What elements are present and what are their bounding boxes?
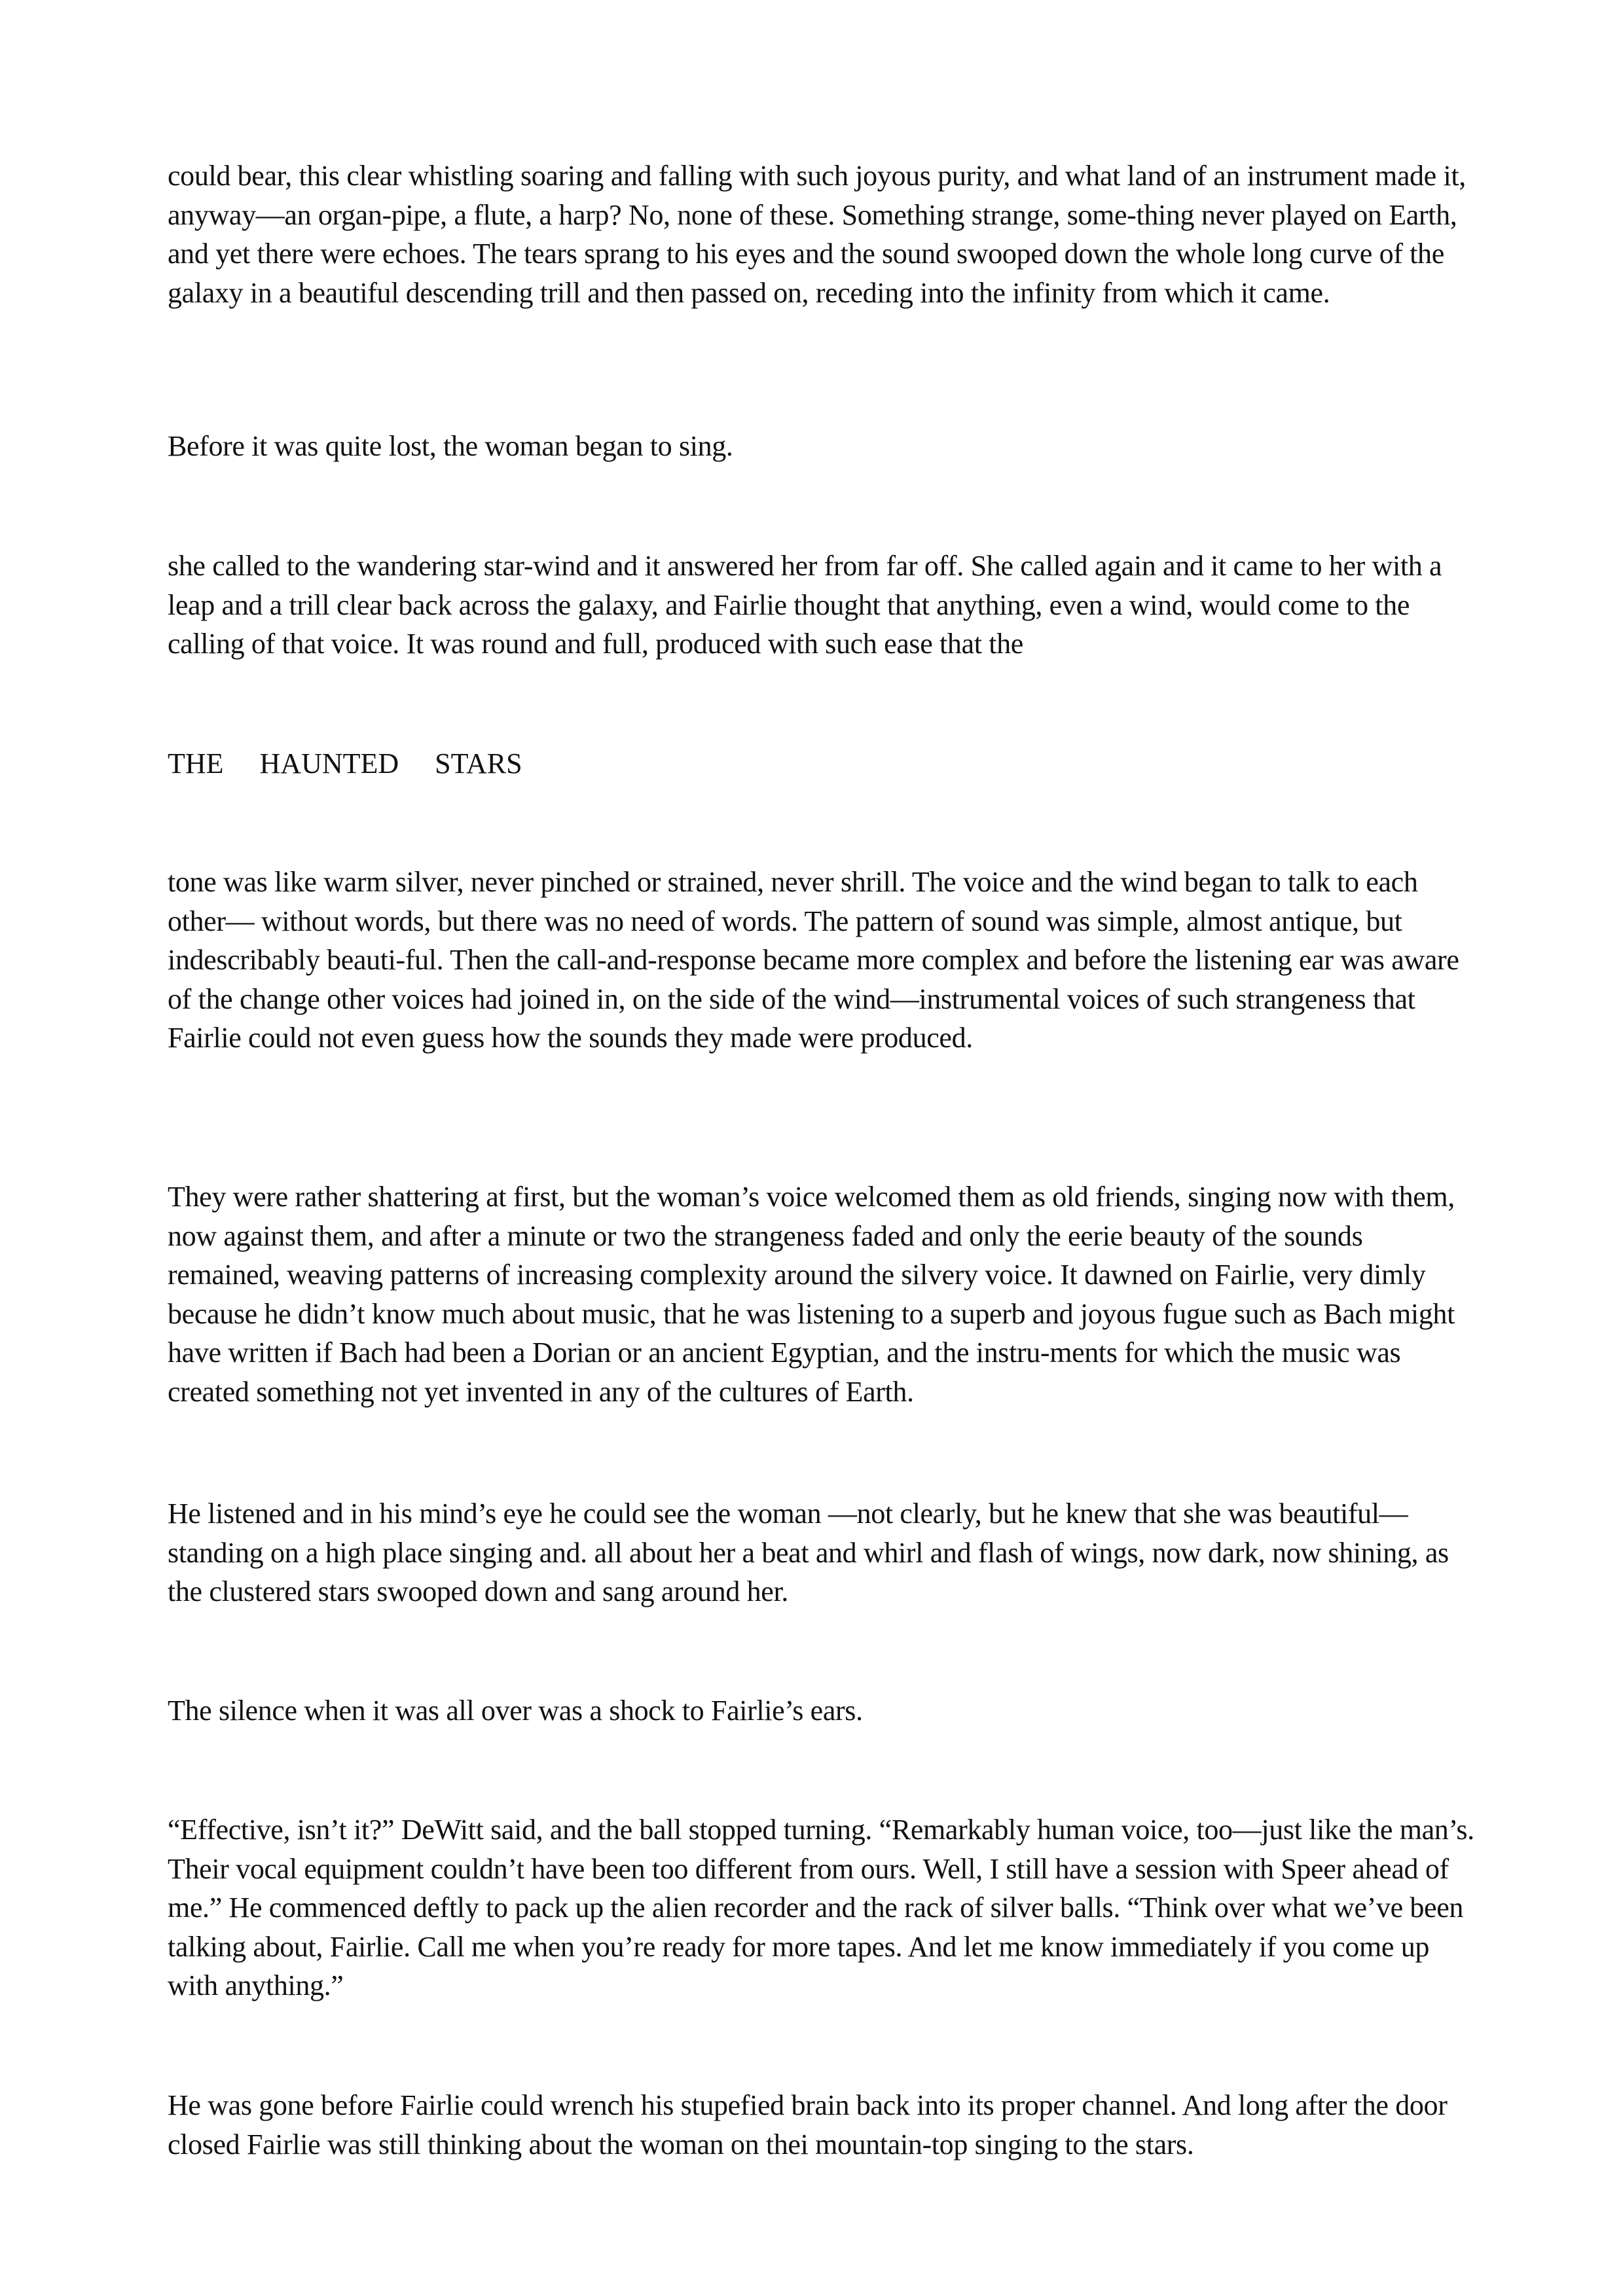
document-page bbox=[168, 0, 1477, 2296]
paragraph-4: tone was like warm silver, never pinched or strained, never shrill. The voice and the wind began to talk to each other— without words, but there was no need of words. The pattern of sound was simple, almost antique, but indescribably beauti-ful. Then the call-and-response became more complex and before the listening ear was aware of the change other voices had joined in, on the side of the wind—instrumental voices of such strangeness that Fairlie could not even guess how the sounds they made were produced. bbox=[168, 866, 1459, 1054]
paragraph-3: she called to the wandering star-wind and it answered her from far off. She called again and it came to her with a leap and a trill clear back across the galaxy, and Fairlie thought that anything, even a wind, would come to the calling of that voice. It was round and full, produced with such ease that the bbox=[168, 550, 1442, 660]
paragraph-9: He was gone before Fairlie could wrench his stupefied brain back into its proper channel. And long after the door closed Fairlie was still thinking about the woman on thei mountain-top singing to the stars. bbox=[168, 2089, 1448, 2161]
paragraph-5: They were rather shattering at first, but the woman’s voice welcomed them as old friends, singing now with them, now against them, and after a minute or two the strangeness faded and only the eerie beauty of the sounds remained, weaving patterns of increasing complexity around the silvery voice. It dawned on Fairlie, very dimly because he didn’t know much about music, that he was listening to a superb and joyous fugue such as Bach might have written if Bach had been a Dorian or an ancient Egyptian, and the instru-ments for which the music was created something not yet invented in any of the cultures of Earth. bbox=[168, 1181, 1455, 1408]
paragraph-1: could bear, this clear whistling soaring and falling with such joyous purity, and what land of an instrument made it, anyway—an organ-pipe, a flute, a harp? No, none of these. Something strange, some-thing never played on Earth, and yet there were echoes. The tears sprang to his eyes and the sound swooped down the whole long curve of the galaxy in a beautiful descending trill and then passed on, receding into the infinity from which it came. bbox=[168, 160, 1466, 309]
running-header: THE HAUNTED STARS bbox=[168, 747, 522, 780]
paragraph-8: “Effective, isn’t it?” DeWitt said, and the ball stopped turning. “Remarkably human voice, too—just like the man’s. Their vocal equipment couldn’t have been too different from ours. Well, I still have a session with Speer ahead of me.” He commenced deftly to pack up the alien recorder and the rack of silver balls. “Think over what we’ve been talking about, Fairlie. Call me when you’re ready for more tapes. And let me know immediately if you come up with anything.” bbox=[168, 1814, 1474, 2001]
paragraph-6: He listened and in his mind’s eye he could see the woman —not clearly, but he knew that she was beautiful—standing on a high place singing and. all about her a beat and whirl and flash of wings, now dark, now shining, as the clustered stars swooped down and sang around her. bbox=[168, 1498, 1449, 1607]
paragraph-7: The silence when it was all over was a shock to Fairlie’s ears. bbox=[168, 1695, 863, 1727]
paragraph-2: Before it was quite lost, the woman began to sing. bbox=[168, 430, 733, 462]
